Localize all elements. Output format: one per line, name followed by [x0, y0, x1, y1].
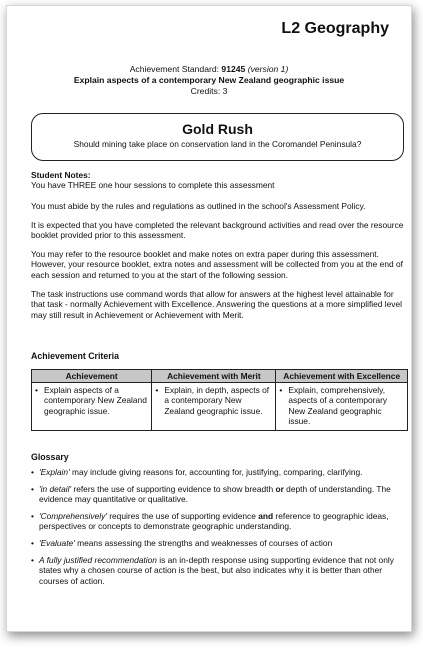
glossary-term: 'Comprehensively' [39, 510, 107, 521]
glossary-term: 'Explain' [39, 467, 70, 477]
column-header: Achievement [32, 370, 152, 383]
notes-heading: Student Notes: [31, 170, 91, 180]
glossary-term: A fully justified recommendation [39, 554, 157, 565]
table-cell [152, 383, 276, 431]
task-box [31, 113, 404, 161]
table-header-row [32, 370, 408, 383]
student-notes [31, 170, 407, 328]
glossary-definition: may include giving reasons for, accounting for, justifying, comparing, clarifying. [69, 467, 363, 477]
glossary-text [39, 467, 362, 478]
notes-paragraph: It is expected that you have completed the relevant background activities and read over the resource booklet provided prior to this assessment. [31, 219, 404, 241]
document-page [6, 5, 412, 632]
notes-paragraph: You may refer to the resource booklet and make notes on extra paper during this assessment. However, your resource booklet, extra notes and assessment will be collected from you at the end of each session and returned to you at the start of the following session. [31, 249, 403, 280]
bullet-icon: • [31, 483, 34, 494]
glossary-term: 'in detail' [39, 483, 72, 494]
bullet-icon: • [279, 385, 283, 396]
glossary-emphasis: or [275, 483, 284, 494]
glossary-definition: requires the use of supporting evidence [106, 510, 259, 521]
glossary-definition: reference to geographic ideas, perspectives or concepts to demonstrate geographic understanding. [39, 510, 389, 532]
standard-label: Achievement Standard: [129, 64, 222, 74]
cell-text: Explain, in depth, aspects of a contemporary New Zealand geographic issue. [164, 385, 270, 416]
standard-info [7, 64, 411, 97]
bullet-icon: • [31, 510, 34, 521]
bullet-icon: • [31, 554, 34, 565]
list-item [31, 555, 408, 587]
bullet-icon: • [31, 537, 34, 548]
table-cell [32, 383, 152, 431]
cell-text: Explain, comprehensively, aspects of a contemporary New Zealand geographic issue. [288, 385, 388, 426]
standard-line [7, 64, 411, 75]
notes-paragraph: You have THREE one hour sessions to complete this assessment [31, 180, 275, 191]
column-header: Achievement with Merit [152, 370, 276, 383]
criteria-heading: Achievement Criteria [31, 351, 120, 361]
glossary-term: 'Evaluate' [39, 537, 75, 548]
notes-paragraph: You must abide by the rules and regulations as outlined in the school's Assessment Policy. [31, 200, 366, 211]
subject-title: L2 Geography [281, 20, 389, 37]
table-cell [276, 383, 408, 431]
task-question: Should mining take place on conservation land in the Coromandel Peninsula? [73, 139, 362, 149]
glossary-text [39, 511, 408, 532]
bullet-icon: • [35, 385, 38, 396]
list-item [31, 538, 408, 549]
bullet-icon: • [155, 385, 159, 396]
glossary-definition: is an in-depth response using supporting evidence that not only states why a chosen course of action is the best, but also indicates why it is better than other courses of action. [39, 554, 394, 586]
notes-paragraph: The task instructions use command words that allow for answers at the highest level attainable for that task - normally Achievement with Excellence. Answering the questions at a more simplified level may still result in Achievement or Achievement with Merit. [31, 288, 403, 320]
list-item [31, 467, 408, 478]
standard-credits: Credits: 3 [190, 86, 228, 96]
glossary-text [39, 555, 408, 587]
glossary-definition: depth of understanding. The evidence may quantitative or qualitative. [39, 483, 391, 505]
cell-text: Explain aspects of a contemporary New Zealand geographic issue. [44, 385, 147, 416]
standard-title: Explain aspects of a contemporary New Zealand geographic issue [73, 75, 345, 85]
standard-version: (version 1) [245, 64, 289, 74]
glossary-heading: Glossary [31, 452, 69, 462]
glossary-definition: refers the use of supporting evidence to show breadth [71, 483, 276, 494]
task-title: Gold Rush [182, 121, 253, 137]
glossary-emphasis: and [258, 510, 274, 521]
table-row [32, 383, 408, 431]
column-header: Achievement with Excellence [276, 370, 408, 383]
standard-number: 91245 [221, 64, 246, 74]
list-item [31, 511, 408, 532]
criteria-table [31, 369, 408, 431]
glossary-text [39, 484, 408, 505]
glossary-list [31, 467, 408, 592]
bullet-icon: • [31, 467, 34, 477]
glossary-text [39, 538, 332, 549]
list-item [31, 484, 408, 505]
glossary-definition: means assessing the strengths and weaknesses of courses of action [74, 537, 333, 548]
